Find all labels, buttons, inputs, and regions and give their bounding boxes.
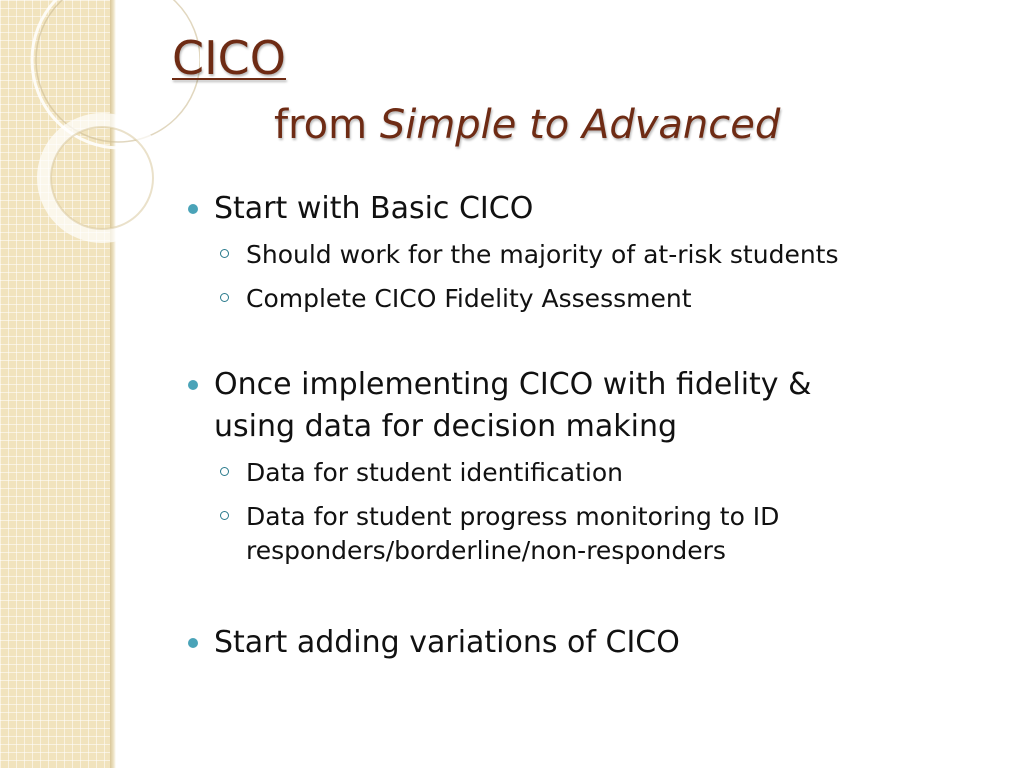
bullet-1 <box>186 190 986 228</box>
sub-bullet-ring-icon <box>220 249 229 258</box>
bullet-dot-icon <box>188 204 198 214</box>
sub-bullet-1-1-text: Should work for the majority of at-risk students <box>246 240 839 269</box>
slide-title <box>172 30 780 150</box>
sub-bullet-1-2 <box>186 282 986 316</box>
bullet-2-line-2: using data for decision making <box>214 409 678 444</box>
bullet-dot-icon <box>188 380 198 390</box>
sub-bullet-2-1 <box>186 456 986 490</box>
bullet-2 <box>186 366 986 446</box>
sub-bullet-2-1-text: Data for student identification <box>246 458 623 487</box>
bullet-1-text: Start with Basic CICO <box>214 191 534 226</box>
title-line-2 <box>274 100 780 150</box>
sub-bullet-1-2-text: Complete CICO Fidelity Assessment <box>246 284 692 313</box>
sub-bullet-2-2-line-2: responders/borderline/non-responders <box>246 536 726 565</box>
sub-bullet-2-2 <box>186 500 986 568</box>
sub-bullet-ring-icon <box>220 293 229 302</box>
decorative-circle-small-shadow <box>51 127 153 229</box>
decorative-circle-small <box>44 120 160 236</box>
slide-content <box>186 190 986 662</box>
bullet-3 <box>186 624 986 662</box>
bullet-2-line-1: Once implementing CICO with fidelity & <box>214 367 812 402</box>
title-line-2-italic: Simple to Advanced <box>379 102 781 148</box>
sub-bullet-ring-icon <box>220 467 229 476</box>
bullet-3-text: Start adding variations of CICO <box>214 625 680 660</box>
sub-bullet-1-1 <box>186 238 986 272</box>
sub-bullet-ring-icon <box>220 511 229 520</box>
decorative-circles <box>0 0 200 260</box>
title-line-1: CICO <box>172 31 287 85</box>
sub-bullet-2-2-line-1: Data for student progress monitoring to ID <box>246 502 780 531</box>
bullet-dot-icon <box>188 638 198 648</box>
title-line-2-prefix: from <box>274 102 380 148</box>
